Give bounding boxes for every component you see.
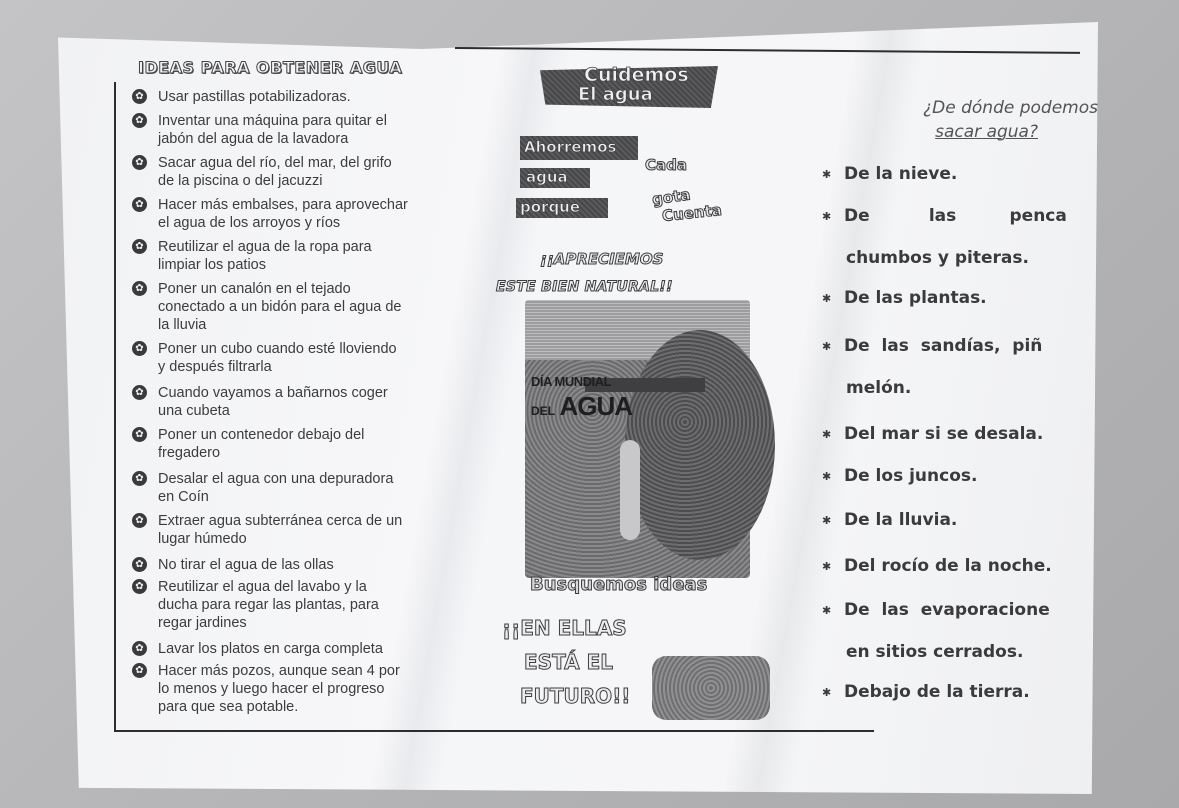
asterisk-bullet-icon: ✱ (822, 513, 832, 527)
globe-illustration (625, 330, 775, 560)
idea-text (158, 280, 458, 334)
idea-text-line: una cubeta (158, 403, 230, 419)
bullet-icon: ✿ (132, 427, 147, 442)
bullet-icon: ✿ (132, 641, 147, 656)
idea-text-line: Inventar una máquina para quitar el (158, 113, 387, 129)
poster-title-line1: DÍA MUNDIAL (531, 374, 611, 389)
idea-text-line: fregadero (158, 445, 221, 461)
idea-text-line: conectado a un bidón para el agua de (158, 299, 402, 315)
banner-line2: El agua (578, 84, 653, 105)
idea-text (158, 470, 458, 506)
idea-text-line: Lavar los platos en carga completa (158, 641, 383, 657)
text-ahorremos: Ahorremos (524, 138, 617, 156)
word-cada: Cada (645, 156, 687, 174)
source-text-continued: chumbos y piteras. (846, 248, 1029, 268)
bullet-icon: ✿ (132, 385, 147, 400)
asterisk-bullet-icon: ✱ (822, 469, 832, 483)
future-line2: ESTÁ EL (524, 650, 614, 674)
asterisk-bullet-icon: ✱ (822, 559, 832, 573)
idea-text (158, 112, 458, 148)
right-title-line2: sacar agua? (935, 122, 1038, 142)
idea-text-line: lugar húmedo (158, 531, 247, 547)
source-text: De la lluvia. (844, 510, 958, 530)
bullet-icon: ✿ (132, 579, 147, 594)
word-gota: gota (650, 185, 692, 209)
bullet-icon: ✿ (132, 239, 147, 254)
idea-text-line: Extraer agua subterránea cerca de un (158, 513, 403, 529)
bullet-icon: ✿ (132, 471, 147, 486)
idea-text-line: Usar pastillas potabilizadoras. (158, 89, 351, 105)
source-item (822, 164, 1102, 184)
asterisk-bullet-icon: ✱ (822, 167, 832, 181)
slogan-line2: ESTE BIEN NATURAL!! (496, 279, 673, 295)
source-text: Del rocío de la noche. (844, 556, 1052, 576)
idea-text-line: No tirar el agua de las ollas (158, 557, 334, 573)
source-item (822, 206, 1102, 226)
idea-text-line: Reutilizar el agua del lavabo y la (158, 579, 367, 595)
bullet-icon: ✿ (132, 89, 147, 104)
bullet-icon: ✿ (132, 113, 147, 128)
idea-text-line: Reutilizar el agua de la ropa para (158, 239, 372, 255)
future-line3: FUTURO!! (520, 684, 631, 708)
source-item (822, 682, 1102, 702)
right-panel-title (818, 96, 1098, 144)
idea-text (158, 154, 458, 190)
bullet-icon: ✿ (132, 197, 147, 212)
idea-text-line: ducha para regar las plantas, para (158, 597, 379, 613)
source-item (822, 556, 1102, 576)
source-item (822, 336, 1102, 356)
idea-text (158, 340, 458, 376)
text-porque: porque (520, 198, 581, 216)
water-stream (620, 440, 640, 540)
idea-text-line: Desalar el agua con una depuradora (158, 471, 394, 487)
idea-text (158, 556, 458, 574)
idea-text-line: Poner un contenedor debajo del (158, 427, 365, 443)
idea-text-line: Hacer más pozos, aunque sean 4 por (158, 663, 400, 679)
asterisk-bullet-icon: ✱ (822, 339, 832, 353)
source-text: De las plantas. (844, 288, 987, 308)
asterisk-bullet-icon: ✱ (822, 603, 832, 617)
future-line1: ¡¡EN ELLAS (502, 616, 627, 640)
asterisk-bullet-icon: ✱ (822, 685, 832, 699)
source-text: De las evaporacione (844, 600, 1050, 620)
source-item (822, 288, 1102, 308)
source-item (822, 424, 1102, 444)
idea-text-line: limpiar los patios (158, 257, 266, 273)
idea-text (158, 578, 458, 632)
bullet-icon: ✿ (132, 663, 147, 678)
source-text: De la nieve. (844, 164, 958, 184)
idea-text-line: regar jardines (158, 615, 247, 631)
source-text: Del mar si se desala. (844, 424, 1044, 444)
idea-text-line: y después filtrarla (158, 359, 272, 375)
bottom-rule (114, 730, 874, 732)
idea-text-line: Cuando vayamos a bañarnos coger (158, 385, 388, 401)
idea-text-line: lo menos y luego hacer el progreso (158, 681, 385, 697)
left-rule (114, 82, 116, 732)
source-item (822, 510, 1102, 530)
bullet-icon: ✿ (132, 557, 147, 572)
idea-text (158, 196, 458, 232)
asterisk-bullet-icon: ✱ (822, 427, 832, 441)
dia-mundial-agua-poster (525, 300, 750, 578)
bullet-icon: ✿ (132, 155, 147, 170)
source-item (822, 600, 1102, 620)
idea-text-line: para que sea potable. (158, 699, 299, 715)
bullet-icon: ✿ (132, 341, 147, 356)
idea-text-line: Poner un canalón en el tejado (158, 281, 351, 297)
busquemos-ideas: Busquemos ideas (530, 574, 708, 595)
banner-line1: Cuidemos (584, 64, 689, 86)
bullet-icon: ✿ (132, 513, 147, 528)
bullet-icon: ✿ (132, 281, 147, 296)
word-cuenta: Cuenta (661, 200, 723, 226)
source-text: Debajo de la tierra. (844, 682, 1030, 702)
right-title-line1: ¿De dónde podemos (923, 98, 1098, 118)
slogan-line1: ¡¡APRECIEMOS (540, 250, 664, 268)
idea-text (158, 88, 458, 106)
idea-text-line: Poner un cubo cuando esté lloviendo (158, 341, 397, 357)
idea-text (158, 640, 458, 658)
idea-text (158, 238, 458, 274)
poster-agua: AGUA (559, 391, 633, 421)
source-text: De las penca (844, 206, 1067, 226)
source-text-continued: en sitios cerrados. (846, 642, 1024, 662)
idea-text (158, 426, 458, 462)
source-text: De las sandías, piñ (844, 336, 1043, 356)
left-panel-title: IDEAS PARA OBTENER AGUA (138, 58, 403, 77)
asterisk-bullet-icon: ✱ (822, 291, 832, 305)
text-agua: agua (526, 168, 568, 186)
idea-text-line: Sacar agua del río, del mar, del grifo (158, 155, 392, 171)
source-text: De los juncos. (844, 466, 978, 486)
idea-text-line: jabón del agua de la lavadora (158, 131, 349, 147)
idea-text-line: el agua de los arroyos y ríos (158, 215, 341, 231)
hands-with-water-image (652, 656, 770, 720)
source-item (822, 466, 1102, 486)
idea-text-line: en Coín (158, 489, 209, 505)
poster-title-line2 (531, 391, 632, 422)
poster-del: DEL (531, 404, 555, 418)
idea-text (158, 512, 458, 548)
idea-text (158, 662, 458, 716)
source-text-continued: melón. (846, 378, 912, 398)
idea-text-line: Hacer más embalses, para aprovechar (158, 197, 408, 213)
idea-text (158, 384, 458, 420)
idea-text-line: la lluvia (158, 317, 207, 333)
asterisk-bullet-icon: ✱ (822, 209, 832, 223)
idea-text-line: de la piscina o del jacuzzi (158, 173, 323, 189)
